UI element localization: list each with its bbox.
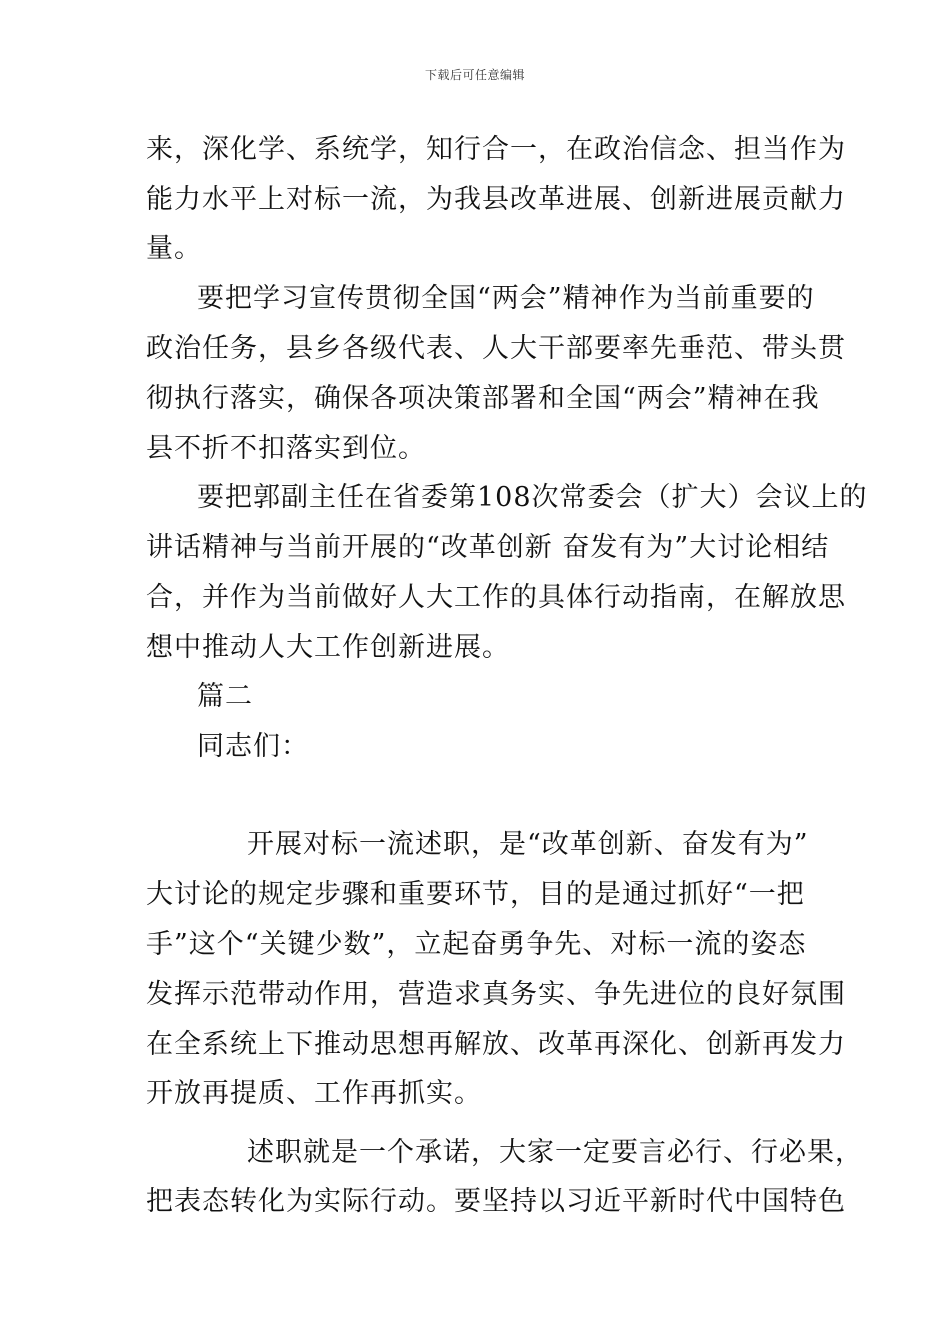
text-line: 来，深化学、系统学，知行合一，在政治信念、担当作为 (146, 134, 846, 165)
text-line: 量。 (146, 233, 202, 264)
text-line: 大讨论的规定步骤和重要环节，目的是通过抓好“一把 (146, 879, 805, 910)
text-line: 政治任务，县乡各级代表、人大干部要率先垂范、带头贯 (146, 333, 846, 364)
text-line: 县不折不扣落实到位。 (146, 433, 426, 464)
page-header-note: 下载后可任意编辑 (424, 68, 525, 82)
text-line: 合，并作为当前做好人大工作的具体行动指南，在解放思 (146, 582, 846, 613)
section-heading: 篇二 (197, 681, 253, 712)
text-line: 要把学习宣传贯彻全国“两会”精神作为当前重要的 (197, 283, 815, 314)
text-line: 把表态转化为实际行动。要坚持以习近平新时代中国特色 (146, 1186, 846, 1217)
salutation: 同志们： (197, 731, 309, 762)
text-line: 彻执行落实，确保各项决策部署和全国“两会”精神在我 (146, 383, 820, 414)
text-line: 能力水平上对标一流，为我县改革进展、创新进展贡献力 (146, 184, 846, 215)
text-line: 述职就是一个承诺，大家一定要言必行、行必果， (247, 1137, 863, 1168)
text-line: 在全系统上下推动思想再解放、改革再深化、创新再发力 (146, 1029, 846, 1060)
text-line: 发挥示范带动作用，营造求真务实、争先进位的良好氛围 (146, 979, 846, 1010)
text-line: 要把郭副主任在省委第108次常委会（扩大）会议上的 (197, 482, 868, 513)
text-line: 想中推动人大工作创新进展。 (146, 632, 510, 663)
text-line: 开放再提质、工作再抓实。 (146, 1078, 482, 1109)
text-line: 讲话精神与当前开展的“改革创新 奋发有为”大讨论相结 (146, 532, 830, 563)
text-line: 开展对标一流述职，是“改革创新、奋发有为” (247, 829, 809, 860)
text-line: 手”这个“关键少数”，立起奋勇争先、对标一流的姿态 (146, 929, 807, 960)
